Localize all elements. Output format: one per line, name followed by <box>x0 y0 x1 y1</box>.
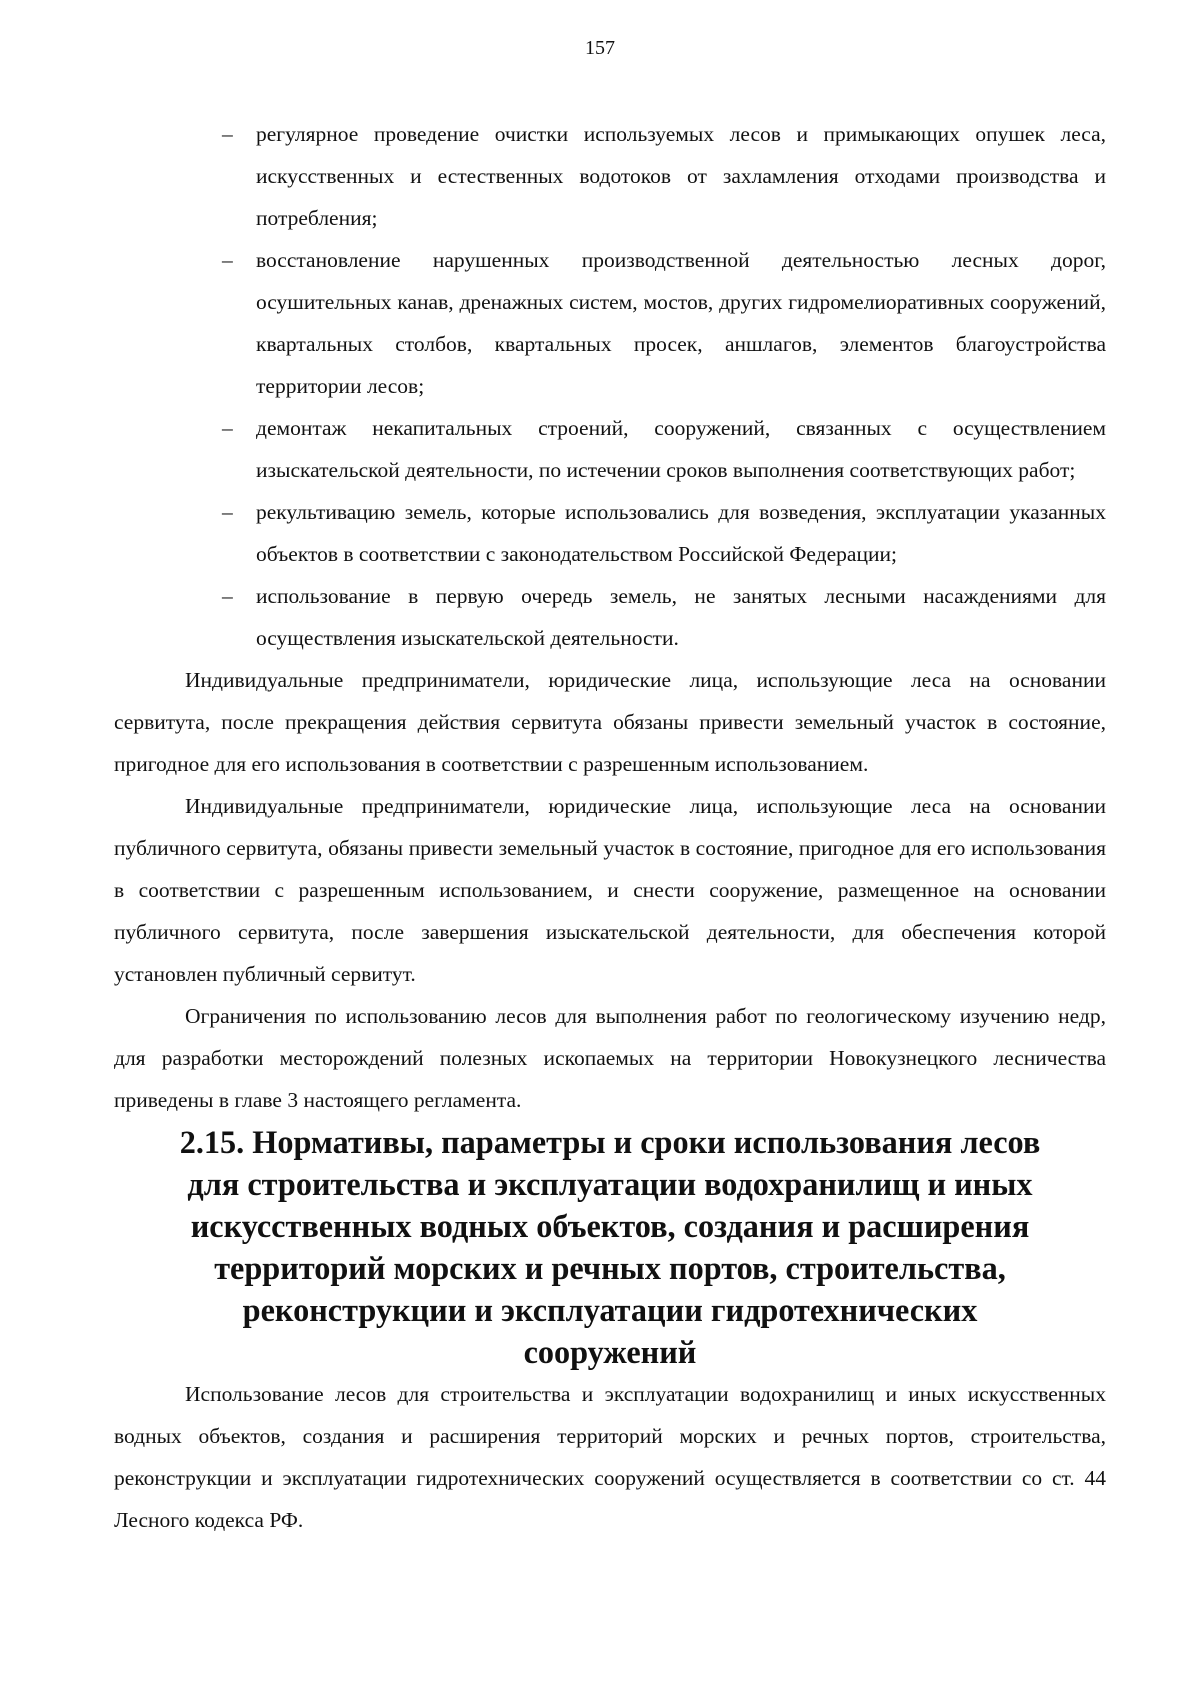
list-item-text: демонтаж некапитальных строений, сооружений, связанных с осуществлением изыскательской деятельности, по истечении сроков выполнения соответствующих работ; <box>256 416 1106 482</box>
list-item-text: использование в первую очередь земель, не занятых лесными насаждениями для осуществления изыскательской деятельности. <box>256 584 1106 650</box>
requirements-list <box>114 113 1106 659</box>
paragraph-servitude: Индивидуальные предприниматели, юридические лица, использующие леса на основании сервитута, после прекращения действия сервитута обязаны привести земельный участок в состояние, пригодное для его использования в соответствии с разрешенным использованием. <box>114 668 1106 776</box>
list-item <box>114 239 1106 407</box>
page-content <box>114 113 1106 1541</box>
list-dash: – <box>222 416 233 440</box>
list-item <box>114 407 1106 491</box>
list-dash: – <box>222 584 233 608</box>
list-item <box>114 575 1106 659</box>
list-dash: – <box>222 248 233 272</box>
list-item <box>114 491 1106 575</box>
list-item-text: восстановление нарушенных производственной деятельностью лесных дорог, осушительных канав, дренажных систем, мостов, других гидромелиоративных сооружений, квартальных столбов, квартальных просек, аншлагов, элементов благоустройства территории лесов; <box>256 248 1106 398</box>
page-number: 157 <box>585 37 615 59</box>
section-heading: 2.15. Нормативы, параметры и сроки использования лесов для строительства и эксплуатации водохранилищ и иных искусственных водных объектов, создания и расширения территорий морских и речных портов, строительства, реконструкции и эксплуатации гидротехнических сооружений <box>179 1124 1041 1370</box>
paragraph-geology-restrictions: Ограничения по использованию лесов для выполнения работ по геологическому изучению недр, для разработки месторождений полезных ископаемых на территории Новокузнецкого лесничества приведены в главе 3 настоящего регламента. <box>114 1004 1106 1112</box>
list-dash: – <box>222 122 233 146</box>
list-item <box>114 113 1106 239</box>
paragraph-public-servitude: Индивидуальные предприниматели, юридические лица, использующие леса на основании публичного сервитута, обязаны привести земельный участок в состояние, пригодное для его использования в соответствии с разрешенным использованием, и снести сооружение, размещенное на основании публичного сервитута, после завершения изыскательской деятельности, для обеспечения которой установлен публичный сервитут. <box>114 794 1106 986</box>
paragraph-water-objects: Использование лесов для строительства и эксплуатации водохранилищ и иных искусственных водных объектов, создания и расширения территорий морских и речных портов, строительства, реконструкции и эксплуатации гидротехнических сооружений осуществляется в соответствии со ст. 44 Лесного кодекса РФ. <box>114 1382 1106 1532</box>
list-item-text: рекультивацию земель, которые использовались для возведения, эксплуатации указанных объектов в соответствии с законодательством Российской Федерации; <box>256 500 1106 566</box>
list-item-text: регулярное проведение очистки используемых лесов и примыкающих опушек леса, искусственных и естественных водотоков от захламления отходами производства и потребления; <box>256 122 1106 230</box>
list-dash: – <box>222 500 233 524</box>
